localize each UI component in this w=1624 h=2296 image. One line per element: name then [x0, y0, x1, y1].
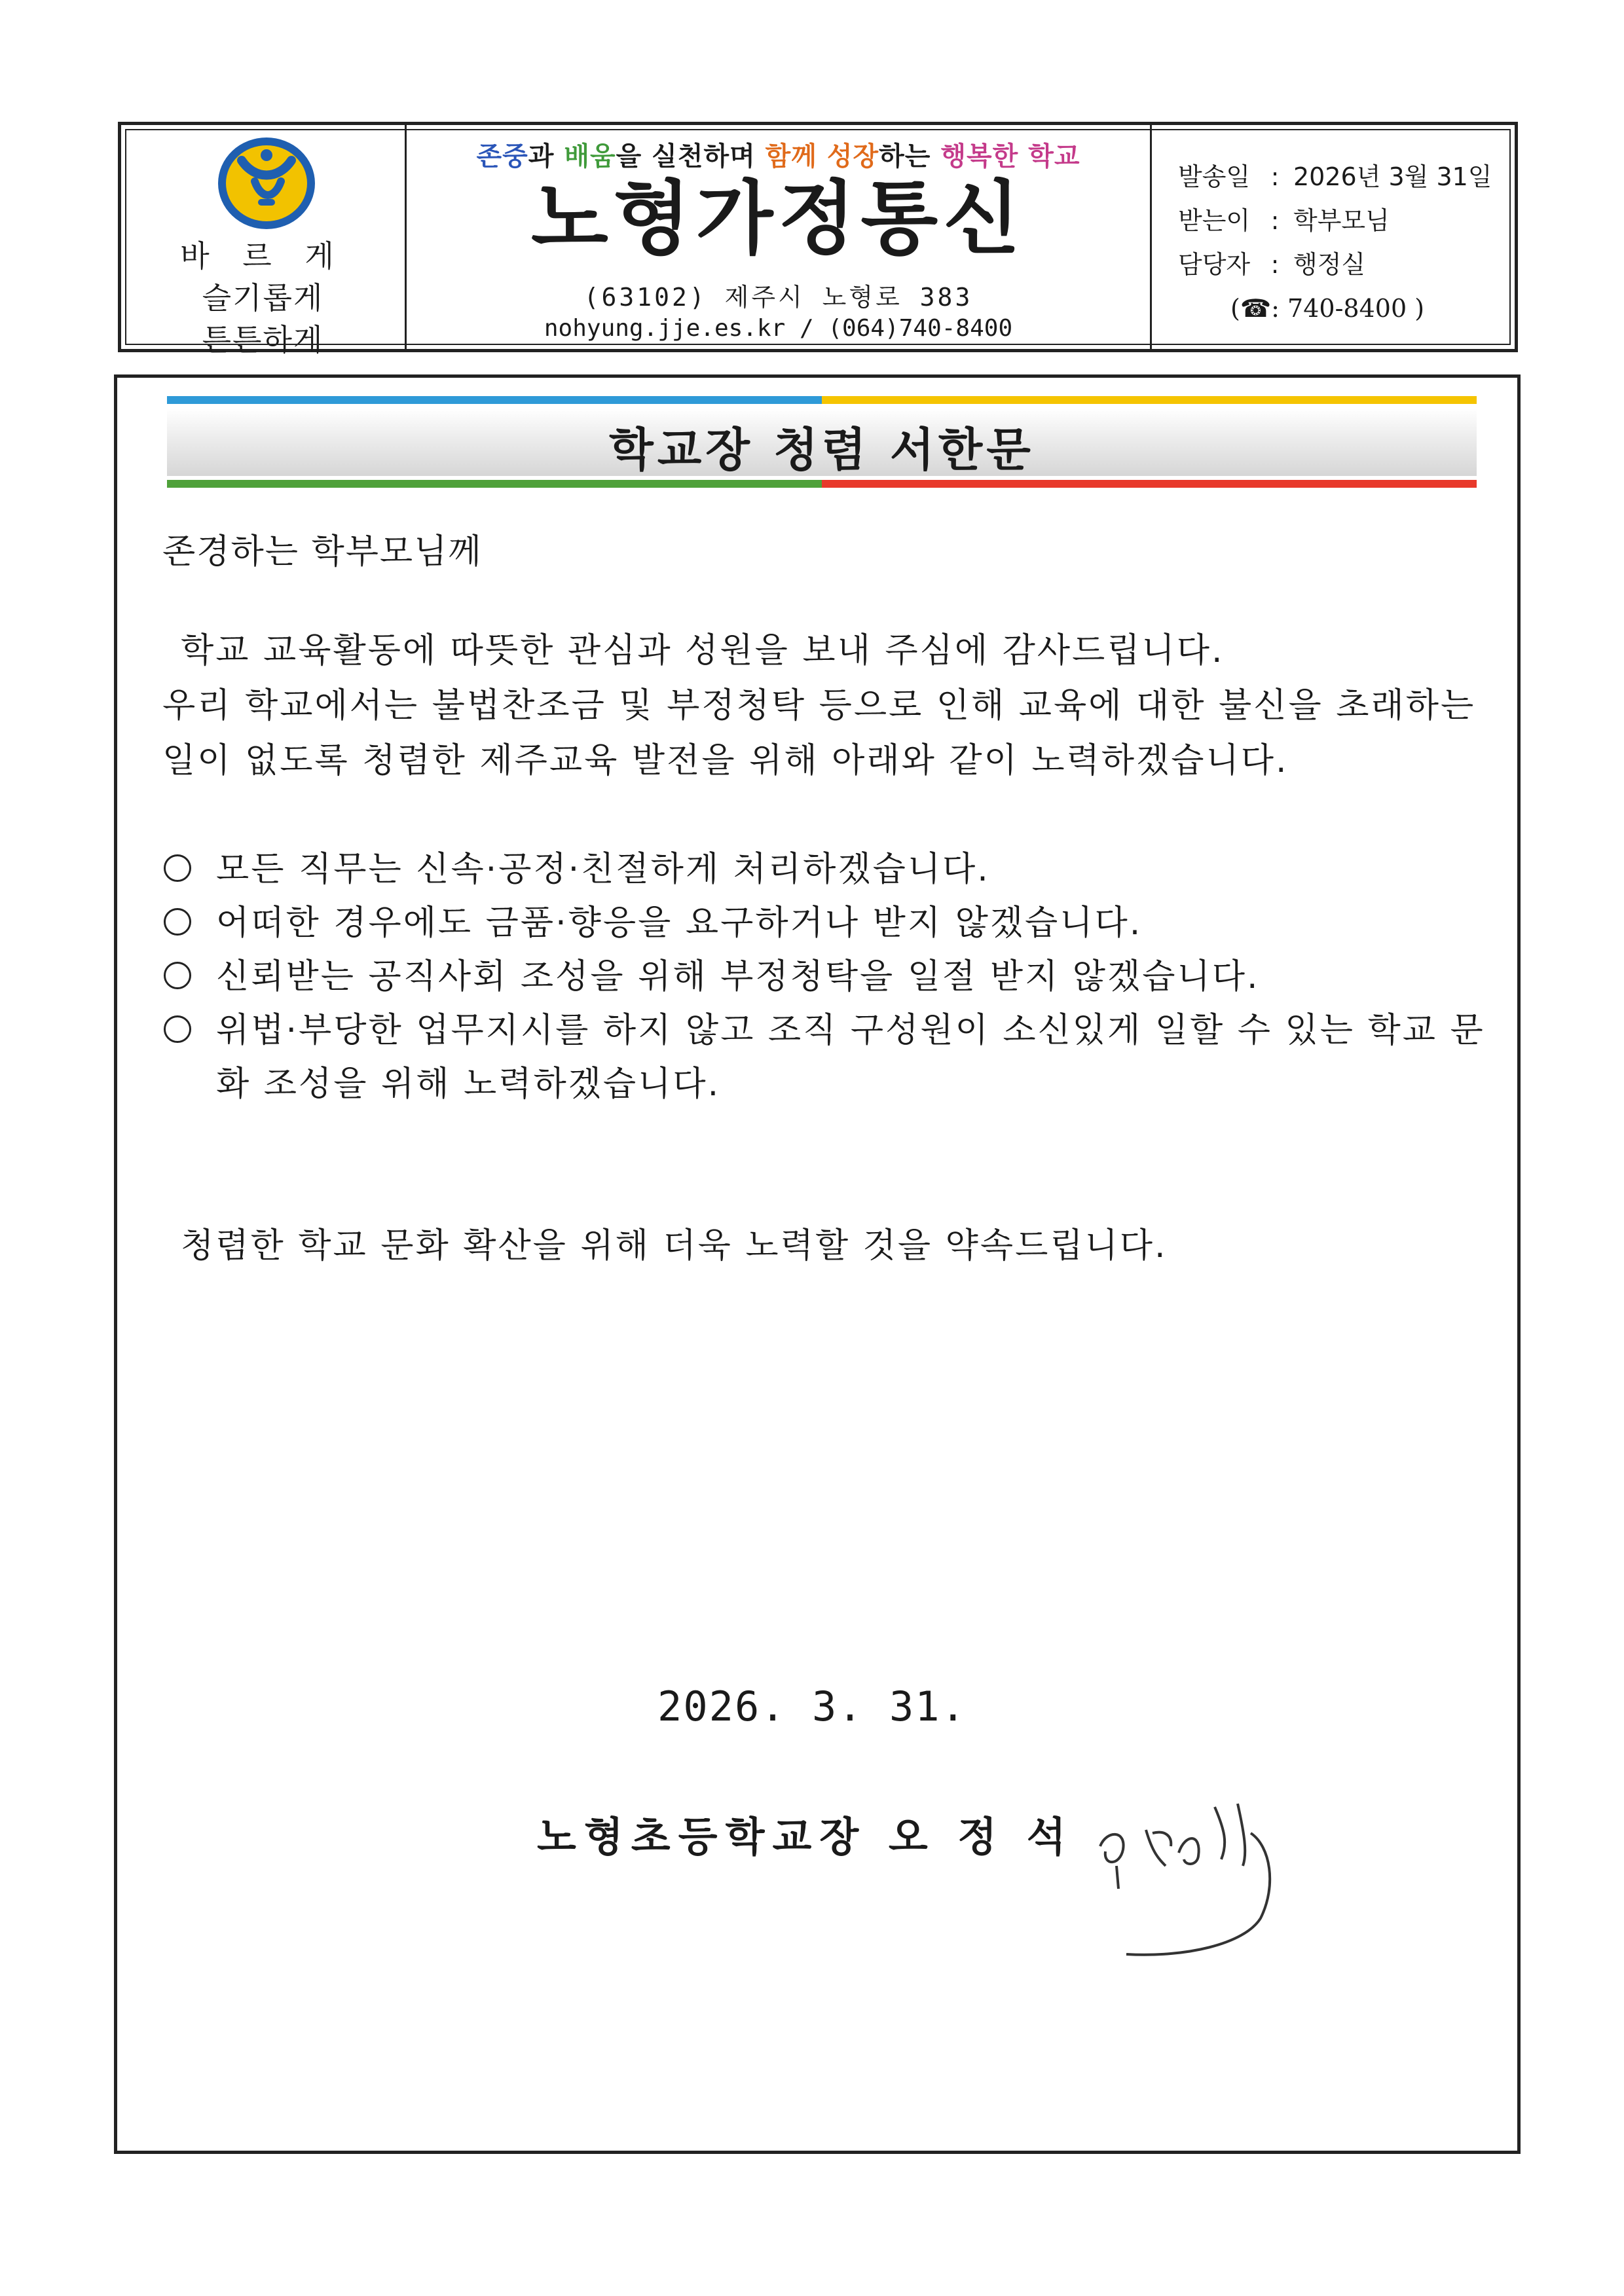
document-title: 학교장 청렴 서한문 [609, 423, 1035, 477]
red-rule [822, 480, 1477, 488]
staff-phone: (☎: 740-8400 ) [1230, 294, 1425, 323]
green-rule [167, 480, 822, 488]
slogan-segment: 을 실천하며 [616, 141, 766, 172]
motto-line: 슬기롭게 [202, 280, 324, 316]
pledge-item [164, 843, 1506, 896]
pledge-text: 위법·부당한 업무지시를 하지 않고 조직 구성원이 소신있게 일할 수 있는 학교 문화 조성을 위해 노력하겠습니다. [216, 1011, 1485, 1104]
slogan-segment: 존중 [476, 141, 528, 172]
pledge-text: 모든 직무는 신속·공정·친절하게 처리하겠습니다. [216, 850, 990, 889]
send-date-label: 발송일 [1178, 162, 1251, 191]
circle-bullet-icon [164, 854, 191, 882]
slogan-segment: 하는 [879, 141, 941, 172]
letter-date: 2026. 3. 31. [657, 1683, 967, 1730]
paragraph-line: 학교 교육활동에 따뜻한 관심과 성원을 보내 주심에 감사드립니다. [181, 631, 1225, 670]
pledge-text: 신뢰받는 공직사회 조성을 위해 부정청탁을 일절 받지 않겠습니다. [216, 957, 1260, 996]
newsletter-header [118, 122, 1518, 357]
dispatch-info [1178, 155, 1492, 331]
newsletter-title: 노형가정통신 [530, 172, 1026, 265]
pledge-list [164, 843, 1506, 1111]
yellow-rule [822, 396, 1477, 404]
masthead-cell [407, 125, 1152, 349]
school-contact: nohyung.jje.es.kr / (064)740-8400 [544, 315, 1013, 342]
recipient-row: 받는이 : 학부모님 [1178, 199, 1492, 243]
title-banner [167, 396, 1477, 488]
pledge-text: 어떠한 경우에도 금품·향응을 요구하거나 받지 않겠습니다. [216, 903, 1143, 943]
slogan-segment: 배움 [564, 141, 616, 172]
school-slogan [407, 136, 1150, 173]
signer-name: 노형초등학교장 오 정 석 [537, 1813, 1074, 1861]
paragraph-line: 우리 학교에서는 불법찬조금 및 부정청탁 등으로 인해 교육에 대한 불신을 초래하는 [162, 686, 1476, 725]
circle-bullet-icon [164, 962, 191, 989]
pledge-item [164, 950, 1506, 1004]
slogan-segment: 행복한 학교 [940, 141, 1080, 172]
motto-line: 바 르 게 [180, 238, 346, 274]
dispatch-info-cell [1152, 125, 1515, 349]
pledge-item [164, 896, 1506, 950]
paragraph-line: 일이 없도록 청렴한 제주교육 발전을 위해 아래와 같이 노력하겠습니다. [162, 741, 1289, 780]
recipient-label: 받는이 [1178, 206, 1251, 235]
intro-paragraph [162, 623, 1511, 788]
staff-row: 담당자 : 행정실 [1178, 243, 1492, 287]
slogan-segment: 과 [528, 141, 564, 172]
school-identity-cell [121, 125, 407, 357]
school-mottos [121, 235, 405, 361]
slogan-segment: 함께 성장 [765, 141, 879, 172]
recipient-value: 학부모님 [1293, 206, 1390, 235]
send-date-value: 2026년 3월 31일 [1293, 162, 1492, 191]
greeting: 존경하는 학부모님께 [162, 532, 483, 572]
handwritten-signature [1087, 1768, 1310, 1964]
school-emblem-icon [215, 134, 318, 232]
blue-rule [167, 396, 822, 404]
pledge-item [164, 1004, 1506, 1111]
circle-bullet-icon [164, 908, 191, 936]
send-date-row: 발송일 : 2026년 3월 31일 [1178, 155, 1492, 199]
motto-line: 튼튼하게 [202, 322, 324, 357]
staff-label: 담당자 [1178, 250, 1251, 279]
school-address: (63102) 제주시 노형로 383 [583, 283, 973, 312]
closing-sentence: 청렴한 학교 문화 확산을 위해 더욱 노력할 것을 약속드립니다. [181, 1226, 1168, 1266]
staff-value: 행정실 [1293, 250, 1366, 279]
circle-bullet-icon [164, 1015, 191, 1043]
